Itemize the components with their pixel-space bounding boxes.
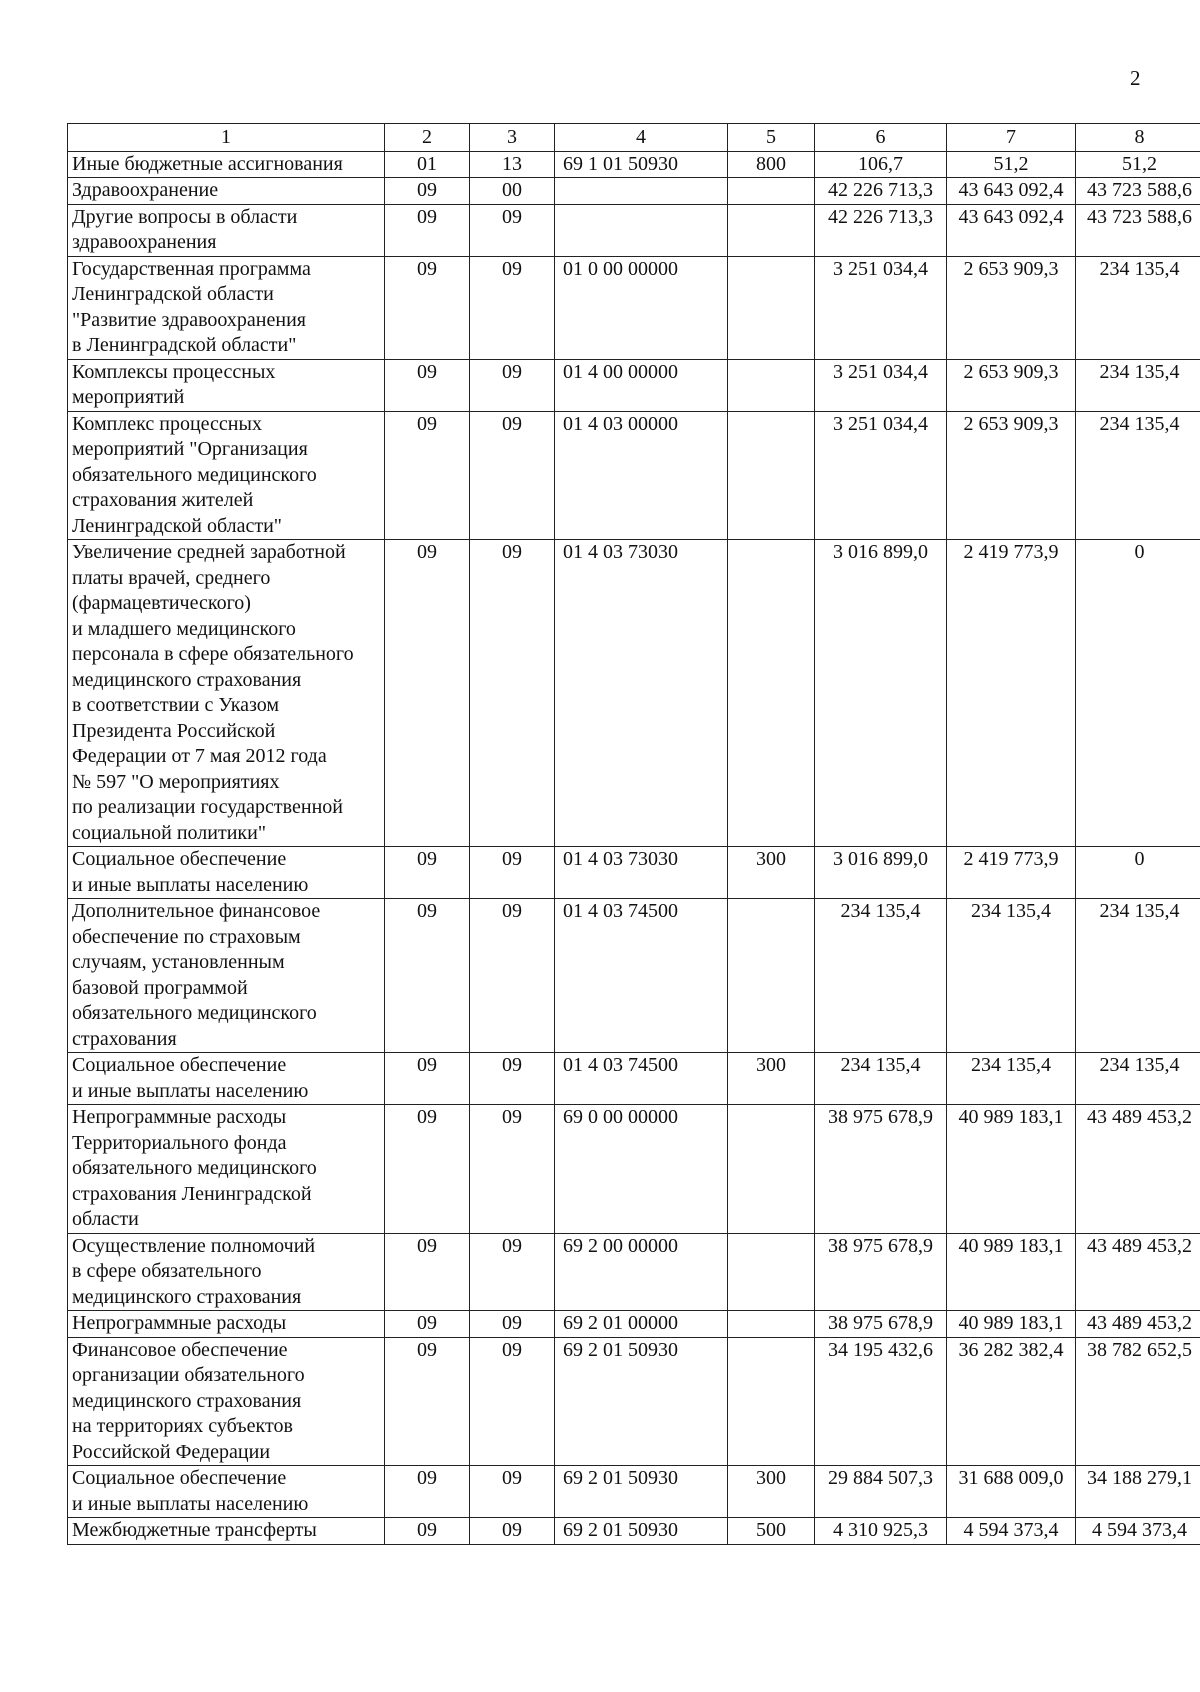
- section-code-cell: 09: [385, 1337, 470, 1466]
- target-article-cell: 69 1 01 50930: [555, 151, 728, 178]
- amount-col7-cell: 36 282 382,4: [947, 1337, 1076, 1466]
- amount-col6-cell: 34 195 432,6: [815, 1337, 947, 1466]
- expense-name-line: Осуществление полномочий: [72, 1234, 316, 1257]
- expense-name-line: и иные выплаты населению: [72, 1492, 309, 1515]
- amount-col8-cell: 234 135,4: [1076, 411, 1200, 540]
- expense-name-line: обязательного медицинского: [72, 463, 317, 486]
- amount-col8-cell: 43 489 453,2: [1076, 1311, 1200, 1338]
- expense-name-line: страхования жителей: [72, 489, 254, 511]
- expense-type-cell: 500: [728, 1518, 815, 1545]
- target-article-cell: 01 4 03 74500: [555, 899, 728, 1053]
- expense-name-line: социальной политики": [72, 821, 266, 844]
- expense-type-cell: 300: [728, 847, 815, 899]
- table-row: [68, 1053, 1200, 1105]
- expense-type-cell: [728, 1311, 815, 1338]
- amount-col7-cell: 40 989 183,1: [947, 1233, 1076, 1311]
- expense-name-line: Другие вопросы в области: [72, 205, 298, 228]
- target-article-cell: 69 2 00 00000: [555, 1233, 728, 1311]
- expense-name-cell: [68, 1053, 385, 1105]
- amount-col7-cell: 43 643 092,4: [947, 178, 1076, 205]
- target-article-cell: 01 0 00 00000: [555, 256, 728, 359]
- expense-name-line: области: [72, 1208, 139, 1230]
- target-article-cell: 01 4 03 00000: [555, 411, 728, 540]
- expense-name-line: Комплексы процессных: [72, 360, 276, 383]
- expense-name-line: Российской Федерации: [72, 1440, 271, 1463]
- amount-col6-cell: 29 884 507,3: [815, 1466, 947, 1518]
- column-header: 7: [947, 124, 1076, 152]
- expense-name-line: базовой программой: [72, 976, 248, 999]
- section-code-cell: 09: [385, 411, 470, 540]
- subsection-code-cell: 09: [470, 204, 555, 256]
- expense-name-line: Финансовое обеспечение: [72, 1338, 288, 1361]
- target-article-cell: 69 2 01 00000: [555, 1311, 728, 1338]
- expense-name-cell: [68, 540, 385, 847]
- target-article-cell: 01 4 03 73030: [555, 847, 728, 899]
- subsection-code-cell: 09: [470, 1311, 555, 1338]
- amount-col7-cell: 2 653 909,3: [947, 411, 1076, 540]
- subsection-code-cell: 09: [470, 256, 555, 359]
- expense-type-cell: [728, 178, 815, 205]
- amount-col7-cell: 2 419 773,9: [947, 847, 1076, 899]
- section-code-cell: 09: [385, 204, 470, 256]
- subsection-code-cell: 09: [470, 1466, 555, 1518]
- target-article-cell: [555, 178, 728, 205]
- expense-name-cell: [68, 1466, 385, 1518]
- expense-name-line: Здравоохранение: [72, 179, 219, 201]
- expense-name-cell: [68, 256, 385, 359]
- expense-type-cell: [728, 1337, 815, 1466]
- table-body: [68, 124, 1200, 1545]
- expense-type-cell: [728, 899, 815, 1053]
- expense-name-line: № 597 "О мероприятиях: [72, 770, 280, 793]
- amount-col8-cell: 51,2: [1076, 151, 1200, 178]
- page-number: 2: [1130, 66, 1141, 90]
- table-row: [68, 1311, 1200, 1338]
- expense-name-line: страхования Ленинградской: [72, 1182, 312, 1205]
- section-code-cell: 09: [385, 1518, 470, 1545]
- expense-name-line: мероприятий: [72, 386, 185, 408]
- amount-col7-cell: 2 653 909,3: [947, 256, 1076, 359]
- table-row: [68, 359, 1200, 411]
- expense-type-cell: [728, 540, 815, 847]
- expense-name-line: и иные выплаты населению: [72, 873, 309, 896]
- section-code-cell: 09: [385, 1053, 470, 1105]
- amount-col8-cell: 234 135,4: [1076, 1053, 1200, 1105]
- section-code-cell: 01: [385, 151, 470, 178]
- expense-name-line: Комплекс процессных: [72, 412, 262, 435]
- expense-name-line: обязательного медицинского: [72, 1157, 317, 1179]
- amount-col6-cell: 38 975 678,9: [815, 1105, 947, 1234]
- table-row: [68, 1518, 1200, 1545]
- amount-col6-cell: 3 016 899,0: [815, 847, 947, 899]
- expense-name-line: Социальное обеспечение: [72, 1054, 287, 1076]
- amount-col8-cell: 0: [1076, 540, 1200, 847]
- amount-col8-cell: 34 188 279,1: [1076, 1466, 1200, 1518]
- table-row: [68, 151, 1200, 178]
- expense-name-line: в Ленинградской области": [72, 334, 297, 356]
- amount-col6-cell: 38 975 678,9: [815, 1311, 947, 1338]
- expense-name-line: Территориального фонда: [72, 1131, 287, 1154]
- expense-name-cell: [68, 411, 385, 540]
- amount-col7-cell: 40 989 183,1: [947, 1105, 1076, 1234]
- section-code-cell: 09: [385, 847, 470, 899]
- amount-col8-cell: 4 594 373,4: [1076, 1518, 1200, 1545]
- section-code-cell: 09: [385, 1466, 470, 1518]
- amount-col6-cell: 3 251 034,4: [815, 411, 947, 540]
- subsection-code-cell: 09: [470, 1233, 555, 1311]
- amount-col8-cell: 43 489 453,2: [1076, 1105, 1200, 1234]
- amount-col8-cell: 234 135,4: [1076, 359, 1200, 411]
- expense-name-line: персонала в сфере обязательного: [72, 643, 354, 665]
- target-article-cell: 69 2 01 50930: [555, 1518, 728, 1545]
- column-header: 8: [1076, 124, 1200, 152]
- table-row: [68, 540, 1200, 847]
- expense-name-cell: [68, 1311, 385, 1338]
- amount-col6-cell: 42 226 713,3: [815, 178, 947, 205]
- amount-col8-cell: 234 135,4: [1076, 899, 1200, 1053]
- expense-type-cell: [728, 1233, 815, 1311]
- amount-col7-cell: 234 135,4: [947, 1053, 1076, 1105]
- expense-name-line: в сфере обязательного: [72, 1260, 262, 1282]
- expense-name-line: медицинского страхования: [72, 1285, 302, 1308]
- section-code-cell: 09: [385, 178, 470, 205]
- column-header: 5: [728, 124, 815, 152]
- subsection-code-cell: 09: [470, 540, 555, 847]
- amount-col7-cell: 2 653 909,3: [947, 359, 1076, 411]
- expense-name-line: Ленинградской области: [72, 283, 274, 305]
- table-row: [68, 204, 1200, 256]
- table-row: [68, 847, 1200, 899]
- expense-type-cell: 300: [728, 1053, 815, 1105]
- amount-col6-cell: 3 251 034,4: [815, 256, 947, 359]
- target-article-cell: 69 2 01 50930: [555, 1466, 728, 1518]
- expense-name-cell: [68, 1233, 385, 1311]
- amount-col6-cell: 234 135,4: [815, 899, 947, 1053]
- expense-name-line: Президента Российской: [72, 719, 276, 742]
- budget-table: [67, 123, 1200, 1545]
- expense-name-cell: [68, 151, 385, 178]
- amount-col8-cell: 234 135,4: [1076, 256, 1200, 359]
- column-header: 6: [815, 124, 947, 152]
- expense-type-cell: [728, 359, 815, 411]
- expense-type-cell: 800: [728, 151, 815, 178]
- expense-name-cell: [68, 204, 385, 256]
- expense-name-cell: [68, 1105, 385, 1234]
- expense-name-line: Иные бюджетные ассигнования: [72, 152, 343, 175]
- subsection-code-cell: 09: [470, 847, 555, 899]
- expense-type-cell: [728, 1105, 815, 1234]
- expense-name-cell: [68, 1337, 385, 1466]
- expense-name-line: Непрограммные расходы: [72, 1312, 287, 1334]
- subsection-code-cell: 09: [470, 1518, 555, 1545]
- expense-name-line: по реализации государственной: [72, 796, 343, 818]
- expense-name-cell: [68, 1518, 385, 1545]
- subsection-code-cell: 09: [470, 1337, 555, 1466]
- amount-col6-cell: 38 975 678,9: [815, 1233, 947, 1311]
- column-header: 2: [385, 124, 470, 152]
- table-row: [68, 1337, 1200, 1466]
- target-article-cell: [555, 204, 728, 256]
- expense-name-line: и младшего медицинского: [72, 617, 296, 640]
- subsection-code-cell: 00: [470, 178, 555, 205]
- amount-col7-cell: 51,2: [947, 151, 1076, 178]
- column-header: 4: [555, 124, 728, 152]
- expense-type-cell: [728, 204, 815, 256]
- expense-type-cell: [728, 411, 815, 540]
- section-code-cell: 09: [385, 540, 470, 847]
- section-code-cell: 09: [385, 256, 470, 359]
- amount-col8-cell: 43 489 453,2: [1076, 1233, 1200, 1311]
- expense-name-line: страхования: [72, 1027, 177, 1050]
- expense-name-line: Федерации от 7 мая 2012 года: [72, 745, 327, 767]
- table-header-row: [68, 124, 1200, 152]
- expense-name-line: медицинского страхования: [72, 1389, 302, 1412]
- expense-name-line: в соответствии с Указом: [72, 694, 280, 716]
- expense-name-line: медицинского страхования: [72, 668, 302, 691]
- expense-name-line: обязательного медицинского: [72, 1002, 317, 1024]
- expense-name-line: Социальное обеспечение: [72, 848, 287, 870]
- expense-name-cell: [68, 178, 385, 205]
- expense-name-line: Государственная программа: [72, 257, 311, 280]
- amount-col6-cell: 234 135,4: [815, 1053, 947, 1105]
- expense-name-line: и иные выплаты населению: [72, 1079, 309, 1102]
- expense-name-line: Непрограммные расходы: [72, 1106, 287, 1128]
- expense-name-line: Дополнительное финансовое: [72, 900, 321, 922]
- expense-name-line: организации обязательного: [72, 1364, 305, 1386]
- amount-col6-cell: 3 016 899,0: [815, 540, 947, 847]
- table-row: [68, 411, 1200, 540]
- amount-col7-cell: 4 594 373,4: [947, 1518, 1076, 1545]
- amount-col8-cell: 38 782 652,5: [1076, 1337, 1200, 1466]
- expense-name-line: Межбюджетные трансферты: [72, 1519, 317, 1541]
- expense-name-line: случаям, установленным: [72, 951, 285, 973]
- section-code-cell: 09: [385, 1105, 470, 1234]
- amount-col6-cell: 4 310 925,3: [815, 1518, 947, 1545]
- expense-type-cell: 300: [728, 1466, 815, 1518]
- amount-col6-cell: 42 226 713,3: [815, 204, 947, 256]
- table-row: [68, 1105, 1200, 1234]
- table-row: [68, 1233, 1200, 1311]
- amount-col6-cell: 3 251 034,4: [815, 359, 947, 411]
- target-article-cell: 01 4 00 00000: [555, 359, 728, 411]
- expense-name-line: мероприятий "Организация: [72, 438, 308, 460]
- expense-name-line: Ленинградской области": [72, 514, 282, 537]
- section-code-cell: 09: [385, 1311, 470, 1338]
- amount-col8-cell: 43 723 588,6: [1076, 178, 1200, 205]
- table-row: [68, 899, 1200, 1053]
- section-code-cell: 09: [385, 1233, 470, 1311]
- section-code-cell: 09: [385, 359, 470, 411]
- amount-col7-cell: 43 643 092,4: [947, 204, 1076, 256]
- target-article-cell: 01 4 03 73030: [555, 540, 728, 847]
- expense-name-line: Социальное обеспечение: [72, 1467, 287, 1489]
- table-row: [68, 1466, 1200, 1518]
- expense-name-line: (фармацевтического): [72, 592, 251, 614]
- target-article-cell: 69 2 01 50930: [555, 1337, 728, 1466]
- amount-col6-cell: 106,7: [815, 151, 947, 178]
- expense-type-cell: [728, 256, 815, 359]
- expense-name-line: платы врачей, среднего: [72, 566, 271, 589]
- amount-col7-cell: 31 688 009,0: [947, 1466, 1076, 1518]
- amount-col7-cell: 234 135,4: [947, 899, 1076, 1053]
- section-code-cell: 09: [385, 899, 470, 1053]
- column-header: 1: [68, 124, 385, 152]
- subsection-code-cell: 09: [470, 899, 555, 1053]
- subsection-code-cell: 09: [470, 1053, 555, 1105]
- amount-col8-cell: 43 723 588,6: [1076, 204, 1200, 256]
- subsection-code-cell: 09: [470, 359, 555, 411]
- expense-name-line: Увеличение средней заработной: [72, 541, 346, 563]
- subsection-code-cell: 09: [470, 411, 555, 540]
- expense-name-cell: [68, 359, 385, 411]
- expense-name-cell: [68, 847, 385, 899]
- expense-name-line: здравоохранения: [72, 231, 217, 253]
- table-row: [68, 256, 1200, 359]
- amount-col7-cell: 2 419 773,9: [947, 540, 1076, 847]
- subsection-code-cell: 09: [470, 1105, 555, 1234]
- target-article-cell: 01 4 03 74500: [555, 1053, 728, 1105]
- subsection-code-cell: 13: [470, 151, 555, 178]
- expense-name-line: обеспечение по страховым: [72, 925, 301, 948]
- table-row: [68, 178, 1200, 205]
- expense-name-line: "Развитие здравоохранения: [72, 308, 306, 331]
- expense-name-cell: [68, 899, 385, 1053]
- amount-col8-cell: 0: [1076, 847, 1200, 899]
- amount-col7-cell: 40 989 183,1: [947, 1311, 1076, 1338]
- expense-name-line: на территориях субъектов: [72, 1415, 293, 1437]
- column-header: 3: [470, 124, 555, 152]
- target-article-cell: 69 0 00 00000: [555, 1105, 728, 1234]
